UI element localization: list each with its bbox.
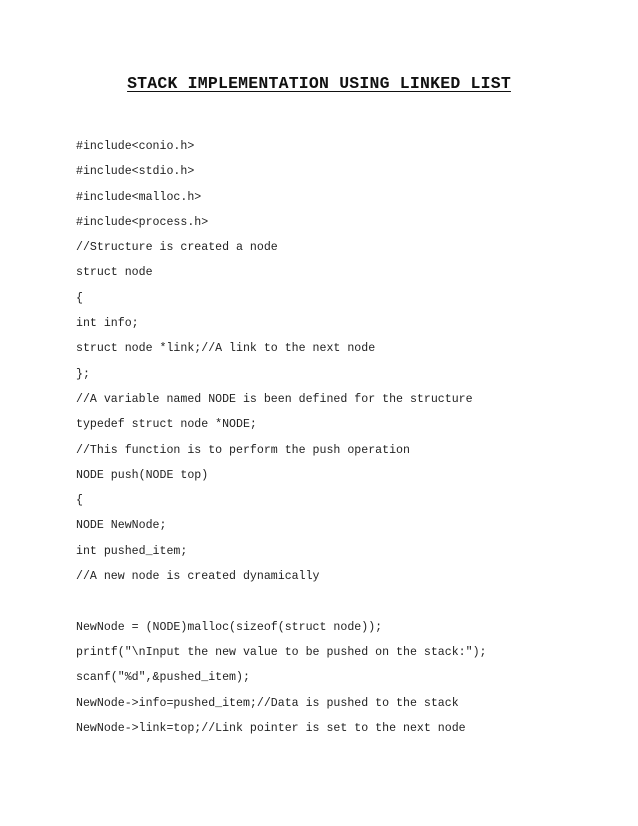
code-line: { xyxy=(76,291,83,305)
code-line: { xyxy=(76,494,83,508)
code-comment: //A variable named NODE is been defined for the structure xyxy=(76,392,473,406)
code-line: NODE push(NODE top) xyxy=(76,468,209,482)
code-comment: //This function is to perform the push operation xyxy=(76,443,410,457)
code-listing xyxy=(76,139,487,746)
code-line: NewNode = (NODE)malloc(sizeof(struct node)); xyxy=(76,620,383,634)
code-line: scanf("%d",&pushed_item); xyxy=(76,671,250,685)
code-line: struct node xyxy=(76,266,153,280)
code-line: NewNode->link=top;//Link pointer is set to the next node xyxy=(76,721,466,735)
code-line: #include<malloc.h> xyxy=(76,190,202,204)
code-line: #include<conio.h> xyxy=(76,140,195,153)
code-line: #include<process.h> xyxy=(76,215,209,229)
document-title: STACK IMPLEMENTATION USING LINKED LIST xyxy=(127,74,511,93)
code-comment: //Structure is created a node xyxy=(76,241,278,255)
code-line: #include<stdio.h> xyxy=(76,165,195,179)
code-line: NODE NewNode; xyxy=(76,519,167,533)
code-line: struct node *link;//A link to the next node xyxy=(76,342,376,356)
code-line: int info; xyxy=(76,317,139,331)
code-comment: //A new node is created dynamically xyxy=(76,570,320,584)
code-line: int pushed_item; xyxy=(76,544,188,558)
code-line: typedef struct node *NODE; xyxy=(76,418,257,432)
code-line: NewNode->info=pushed_item;//Data is pushed to the stack xyxy=(76,696,459,710)
code-line: printf("\nInput the new value to be pushed on the stack:"); xyxy=(76,645,487,659)
code-line: }; xyxy=(76,367,90,381)
